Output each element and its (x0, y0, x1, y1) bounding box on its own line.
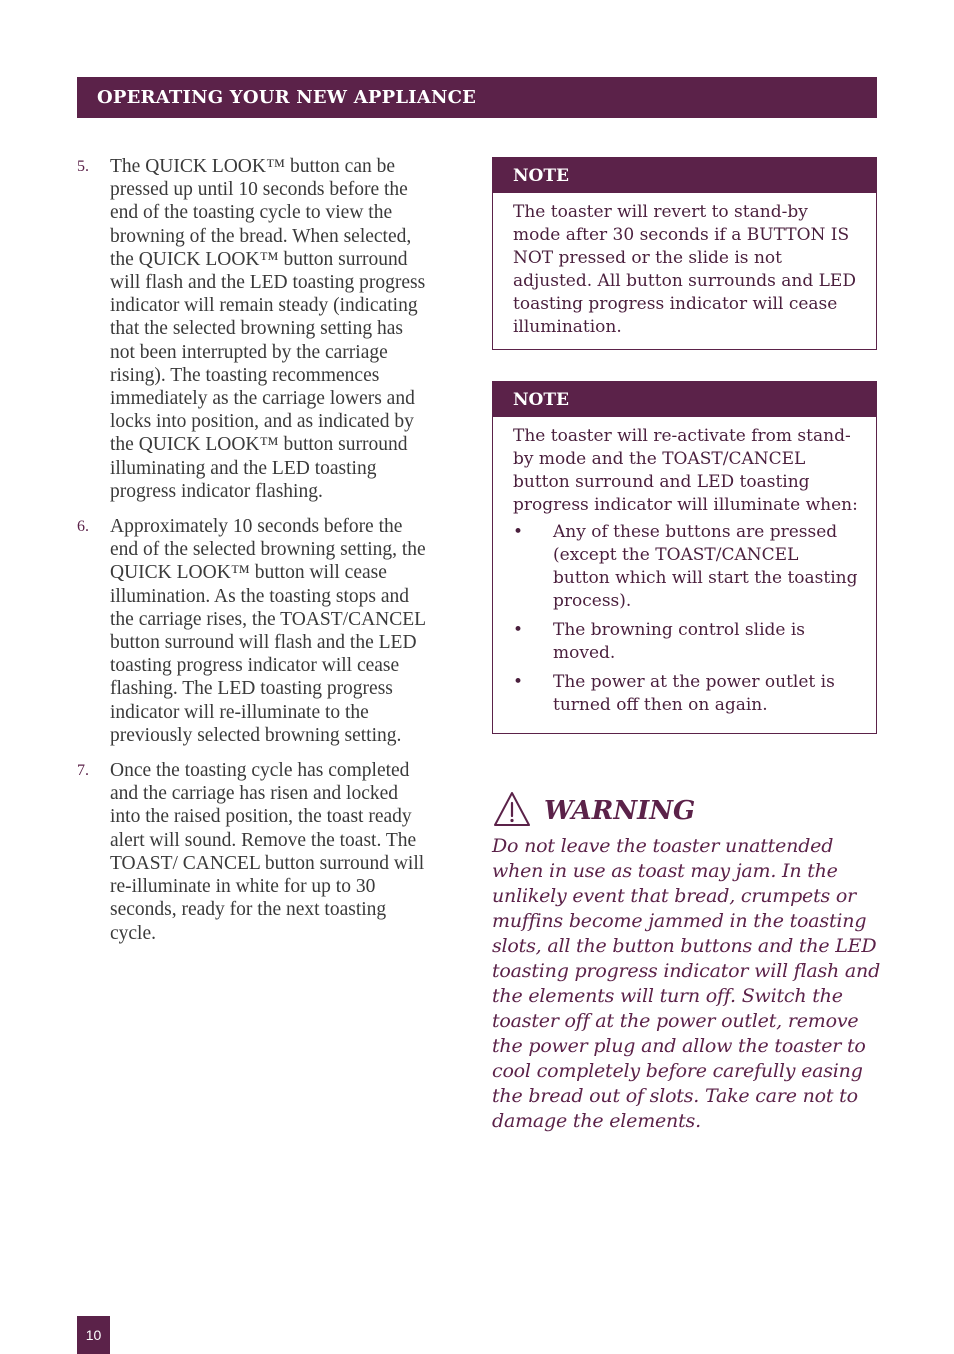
warning-title: WARNING (544, 796, 696, 826)
bullet-text: Any of these buttons are pressed (except the TOAST/CANCEL button which will start the toasting process). (553, 522, 858, 611)
warning-section (492, 786, 882, 1134)
step-text: Approximately 10 seconds before the end of the selected browning setting, the QUICK LOOK™ button will cease illumination. As the toasting stops and the carriage rises, the TOAST/CANCEL button surround will flash and the LED toasting progress indicator will cease flashing. The LED toasting progress indicator will re-illuminate to the previously selected browning setting. (110, 516, 426, 746)
note-heading: NOTE (493, 158, 876, 193)
warning-triangle-icon (492, 790, 532, 832)
note-box-standby (492, 157, 877, 350)
list-item (513, 521, 860, 613)
bullet-mark: • (513, 672, 524, 692)
warning-header (492, 786, 882, 836)
step-number: 5. (77, 158, 89, 175)
note-bullet-list (513, 521, 860, 717)
step-item (77, 759, 429, 945)
note-text: The toaster will revert to stand-by mode after 30 seconds if a BUTTON IS NOT pressed or the slide is not adjusted. All button surrounds and LED toasting progress indicator will cease illumination. (513, 202, 856, 337)
bullet-text: The power at the power outlet is turned off then on again. (553, 672, 835, 715)
list-item (513, 619, 860, 665)
list-item (513, 671, 860, 717)
note-body (493, 417, 876, 733)
bullet-text: The browning control slide is moved. (553, 620, 806, 663)
step-text: The QUICK LOOK™ button can be pressed up until 10 seconds before the end of the toasting cycle to view the browning of the bread. When selected, the QUICK LOOK™ button surround will flash and the LED toasting progress indicator will remain steady (indicating that the selected browning setting has not been interrupted by the carriage rising). The toasting recommences immediately as the carriage lowers and locks into position, and as indicated by the QUICK LOOK™ button surround illuminating and the LED toasting progress indicator flashing. (110, 156, 426, 502)
steps-column (77, 155, 429, 957)
step-number: 7. (77, 762, 89, 780)
step-text: Once the toasting cycle has completed and the carriage has risen and locked into the raised position, the toast ready alert will sound. Remove the toast. The TOAST/ CANCEL button surround will re-illuminate in white for up to 30 seconds, ready for the next toasting cycle. (110, 760, 425, 944)
warning-text: Do not leave the toaster unattended when in use as toast may jam. In the unlikely event that bread, crumpets or muffins become jammed in the toasting slots, all the button buttons and the LED toasting progress indicator will flash and the elements will turn off. Switch the toaster off at the power outlet, remove the power plug and allow the toaster to cool completely before carefully easing the bread out of slots. Take care not to damage the elements. (492, 835, 881, 1132)
step-number: 6. (77, 518, 89, 536)
bullet-mark: • (513, 620, 524, 640)
section-header: OPERATING YOUR NEW APPLIANCE (77, 77, 877, 118)
note-text: The toaster will re-activate from stand-by mode and the TOAST/CANCEL button surround and LED toasting progress indicator will illuminate when: (513, 426, 858, 515)
note-heading: NOTE (493, 382, 876, 417)
step-item (77, 155, 429, 503)
step-item (77, 515, 429, 747)
note-box-reactivate (492, 381, 877, 734)
page-number: 10 (77, 1316, 110, 1354)
bullet-mark: • (513, 522, 524, 542)
